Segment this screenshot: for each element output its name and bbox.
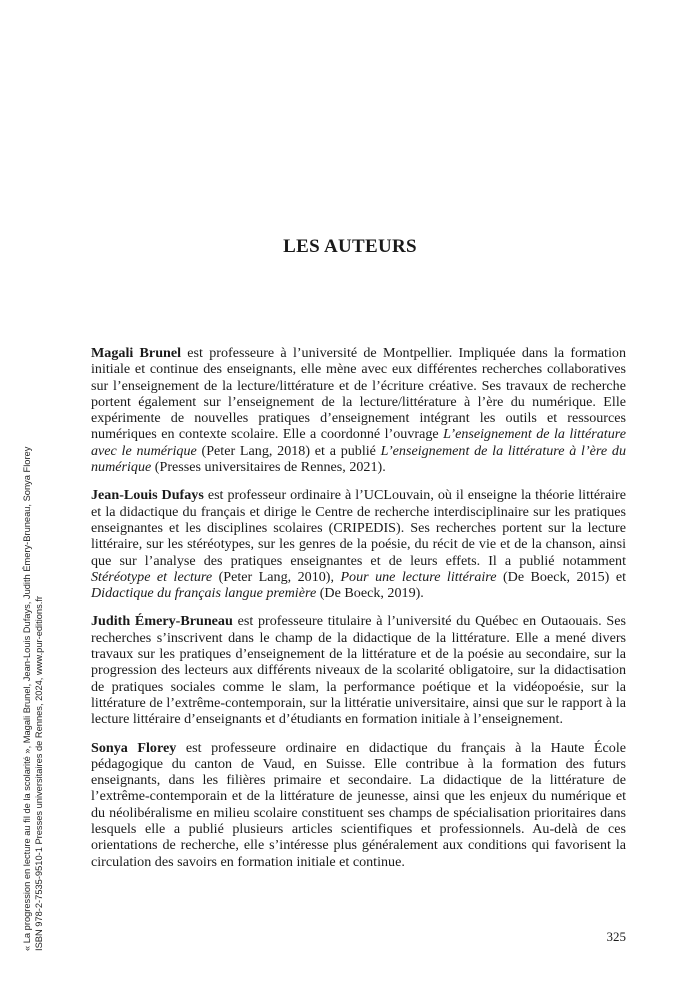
author-name: Jean-Louis Dufays [91,487,204,504]
book-title: Pour une lecture littéraire [340,568,497,585]
book-title: Didactique du français langue première [91,585,317,602]
book-title: Stéréotype et lecture [91,568,213,585]
page-title: LES AUTEURS [283,236,417,257]
author-bio [91,740,626,870]
author-bio [91,487,626,601]
bio-text: est professeure titulaire à l’université du Québec en Outaouais. Ses recherches s’inscrivent dans le champ de la didactique de la littérature. Elle a mené divers travaux sur les pratiques d’enseignement de la littérature et de la poésie au secondaire, sur la progression des lecteurs aux différents niveaux de la scolarité obligatoire, sur la didactisation de pratiques sociales comme le slam, la performance poétique et la vidéopoésie, sur la littérature de l’extrême-contemporain, sur la littératie universitaire, ainsi que sur le rapport à la lecture littéraire d’enseignants et d’étudiants en formation initiale à l’enseignement. [91,613,626,728]
sidebar-isbn-line: ISBN 978-2-7535-9510-1 Presses universitaires de Rennes, 2024, www.pur-editions.fr [34,595,44,951]
author-name: Sonya Florey [91,739,177,756]
author-name: Judith Émery-Bruneau [91,613,233,630]
author-name: Magali Brunel [91,345,182,361]
bio-text: (Peter Lang, 2010), [212,568,341,585]
page-number: 325 [606,929,626,944]
bio-text: (Presses universitaires de Rennes, 2021). [151,459,386,476]
authors-list [91,345,626,882]
bio-text: (De Boeck, 2015) et [496,568,626,585]
bio-text: (Peter Lang, 2018) et a publié [196,442,381,459]
author-bio [91,613,626,727]
author-bio [91,345,626,475]
bio-text: est professeur ordinaire à l’UCLouvain, où il enseigne la théorie littéraire et la didactique du français et dirige le Centre de recherche interdisciplinaire sur les pratiques enseignantes et les disciplines scolaires (CRIPEDIS). Ses recherches portent sur la lecture littéraire, sur les stéréotypes, sur les genres de la poésie, du récit de vie et de la chanson, ainsi que sur l’analyse des pratiques enseignantes et de leurs effets. Il a publié notamment [91,487,626,569]
book-title: L’enseignement de la littérature à l’ère du numérique [91,442,626,476]
sidebar-citation-line: « La progression en lecture au fil de la scolarité », Magali Brunel, Jean-Louis Dufays, Judith Émery-Bruneau, Sonya Florey [22,446,32,951]
bio-text: (De Boeck, 2019). [316,585,424,602]
bio-text: est professeure à l’université de Montpellier. Impliquée dans la formation initiale et continue des enseignants, elle mène avec eux différentes recherches collaboratives sur l’enseignement de la lecture/littérature et de l’écriture créative. Ses travaux de recherche portent également sur l’enseignement de la lecture/littérature à l’ère du numérique. Elle expérimente de nouvelles pratiques d’enseignement intégrant les outils et ressources numériques en contexte scolaire. Elle a coordonné l’ouvrage [91,345,626,443]
book-title: L’enseignement de la littérature avec le numérique [91,426,626,459]
bio-text: est professeure ordinaire en didactique du français à la Haute École pédagogique du canton de Vaud, en Suisse. Elle contribue à la formation des futurs enseignants, dans les filières primaire et secondaire. La didactique de la littérature de l’extrême-contemporain et de la littérature de jeunesse, ainsi que les enjeux du numérique et du néolibéralisme en milieu scolaire constituent ses champs de spécialisation prioritaires dans lesquels elle a publié plusieurs articles scientifiques et professionnels. Au-delà de ces orientations de recherche, elle s’intéresse plus généralement aux conditions qui favorisent la circulation des savoirs en formation initiale et continue. [91,739,626,870]
